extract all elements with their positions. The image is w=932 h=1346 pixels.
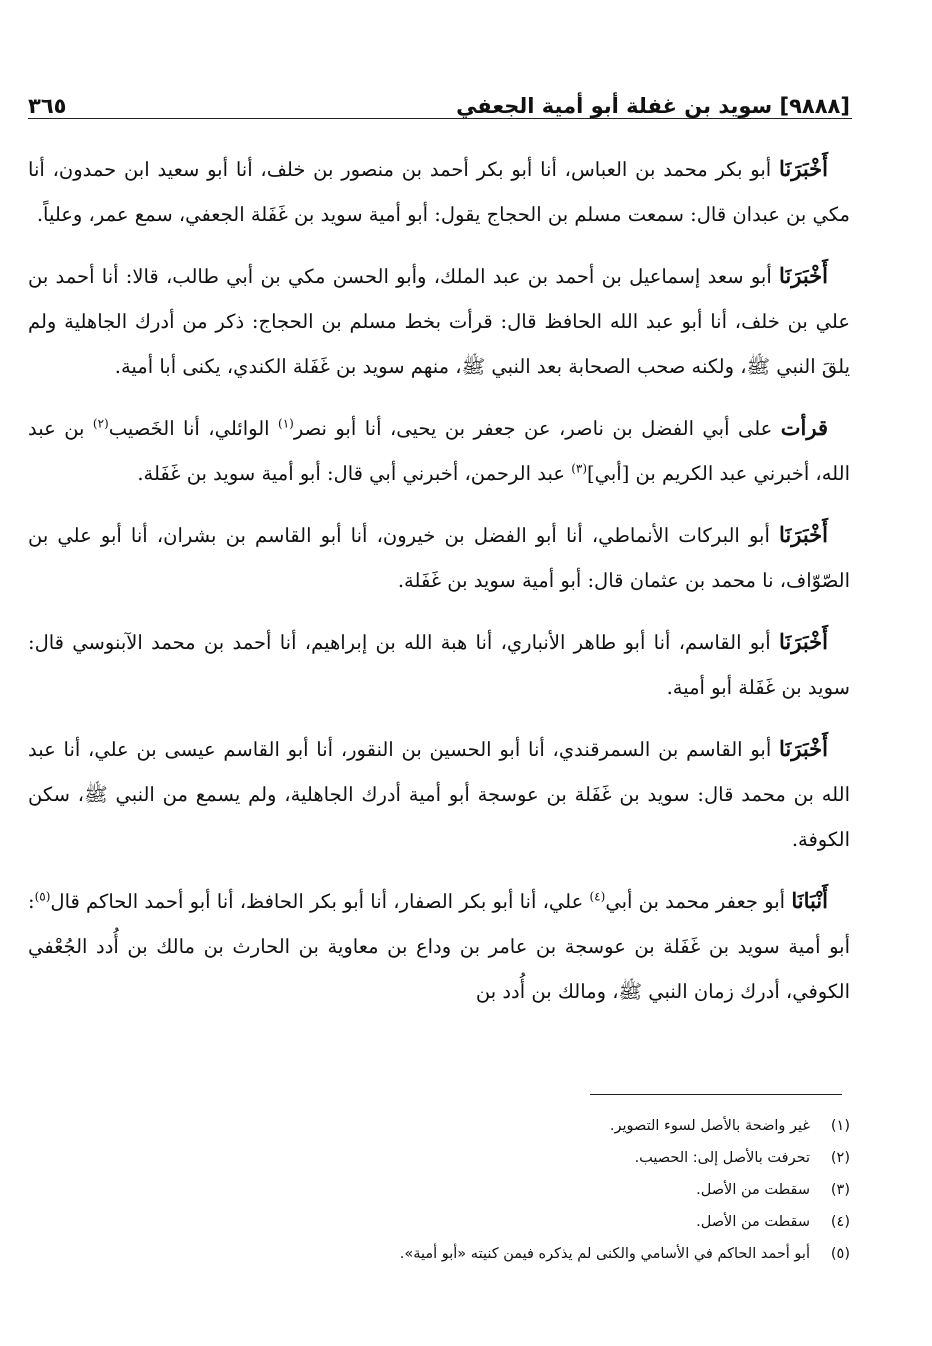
paragraph-text: أبو القاسم، أنا أبو طاهر الأنباري، أنا هبة الله بن إبراهيم، أنا أحمد بن محمد الآبنوسي قال: سويد بن غَفَلة أبو أمية.: [28, 631, 850, 699]
paragraph-text: أبو بكر محمد بن العباس، أنا أبو بكر أحمد بن منصور بن خلف، أنا أبو سعيد ابن حمدون، أنا مكي بن عبدان قال: سمعت مسلم بن الحجاج يقول: أبو أمية سويد بن غَفَلة الجعفي، سمع عمر، وعلياً.: [28, 158, 850, 226]
paragraph-text: على أبي الفضل بن ناصر، عن جعفر بن يحيى، أنا أبو نصر: [293, 417, 781, 440]
footnote: [28, 1142, 850, 1174]
footnote-ref: (٤): [589, 889, 606, 904]
paragraph-text: أبو جعفر محمد بن أبي: [605, 890, 792, 913]
paragraph-text: علي، أنا أبو بكر الصفار، أنا أبو بكر الحافظ، أنا أبو أحمد الحاكم قال: [50, 890, 590, 913]
footnote: [28, 1238, 850, 1270]
paragraph-text: الوائلي، أنا الخَصيب: [108, 417, 278, 440]
paragraph: [28, 726, 850, 862]
footnote: [28, 1206, 850, 1238]
chain-keyword: قرأت: [780, 415, 828, 440]
paragraph-text: أبو سعد إسماعيل بن أحمد بن عبد الملك، وأبو الحسن مكي بن أبي طالب، قالا: أنا أحمد بن علي بن خلف، أنا أبو عبد الله الحافظ قال: قرأت بخط مسلم بن الحجاج: ذكر من أدرك الجاهلية ولم يلقَ النبي ﷺ، ولكنه صحب الصحابة بعد النبي ﷺ، منهم سويد بن غَفَلة الكندي، يكنى أبا أمية.: [28, 265, 850, 378]
footnote-ref: (٥): [34, 889, 51, 904]
footnote-text: غير واضحة بالأصل لسوء التصوير.: [609, 1118, 810, 1134]
footnote-text: أبو أحمد الحاكم في الأسامي والكنى لم يذكره فيمن كنيته «أبو أمية».: [399, 1246, 810, 1262]
footnote-ref: (٢): [92, 416, 109, 431]
paragraph: [28, 878, 850, 1014]
footnote-ref: (٣): [571, 461, 588, 476]
footnote-text: تحرفت بالأصل إلى: الحصيب.: [634, 1150, 810, 1166]
chain-keyword: أَخْبَرَنَا: [779, 736, 828, 761]
footnote-divider: [590, 1094, 842, 1095]
footnote-number: (٤): [830, 1214, 850, 1230]
paragraph-text: بن عبد الله، أخبرني عبد الكريم بن [أبي]: [28, 417, 850, 485]
footnote-text: سقطت من الأصل.: [696, 1214, 810, 1230]
page-header: [28, 82, 852, 119]
running-title: [٩٨٨٨] سويد بن غفلة أبو أمية الجعفي: [456, 94, 850, 118]
footnote-text: سقطت من الأصل.: [696, 1182, 810, 1198]
footnote-ref: (١): [278, 416, 294, 431]
paragraph-text: أبو القاسم بن السمرقندي، أنا أبو الحسين بن النقور، أنا أبو القاسم عيسى بن علي، أنا عبد الله بن محمد قال: سويد بن غَفَلة بن عوسجة أبو أمية أدرك الجاهلية، ولم يسمع من النبي ﷺ، سكن الكوفة.: [28, 738, 850, 851]
paragraph: [28, 253, 850, 389]
chain-keyword: أَخْبَرَنَا: [779, 156, 828, 181]
footnote-number: (٢): [830, 1150, 850, 1166]
paragraph: [28, 146, 850, 237]
paragraph: [28, 619, 850, 710]
footnote-number: (٥): [830, 1246, 850, 1262]
main-text: [28, 146, 850, 1030]
page-number: ٣٦٥: [28, 94, 67, 118]
chain-keyword: أَخْبَرَنَا: [779, 263, 828, 288]
paragraph-text: : أبو أمية سويد بن غَفَلة بن عوسجة بن عامر بن وداع بن معاوية بن الحارث بن مالك بن أُدد الجُعْفي الكوفي، أدرك زمان النبي ﷺ، ومالك بن أُدد بن: [28, 890, 850, 1003]
chain-keyword: أَنْبَانَا: [791, 888, 828, 913]
footnote: [28, 1110, 850, 1142]
paragraph-text: أبو البركات الأنماطي، أنا أبو الفضل بن خيرون، أنا أبو القاسم بن بشران، أنا أبو علي بن الصّوّاف، نا محمد بن عثمان قال: أبو أمية سويد بن غَفَلة.: [28, 524, 850, 592]
chain-keyword: أَخْبَرَنَا: [779, 522, 828, 547]
footnote-number: (٣): [830, 1182, 850, 1198]
footnotes: [28, 1110, 850, 1270]
paragraph: [28, 405, 850, 496]
paragraph-text: عبد الرحمن، أخبرني أبي قال: أبو أمية سويد بن غَفَلة.: [137, 462, 572, 485]
chain-keyword: أَخْبَرَنَا: [779, 629, 828, 654]
paragraph: [28, 512, 850, 603]
footnote-number: (١): [830, 1118, 850, 1134]
footnote: [28, 1174, 850, 1206]
